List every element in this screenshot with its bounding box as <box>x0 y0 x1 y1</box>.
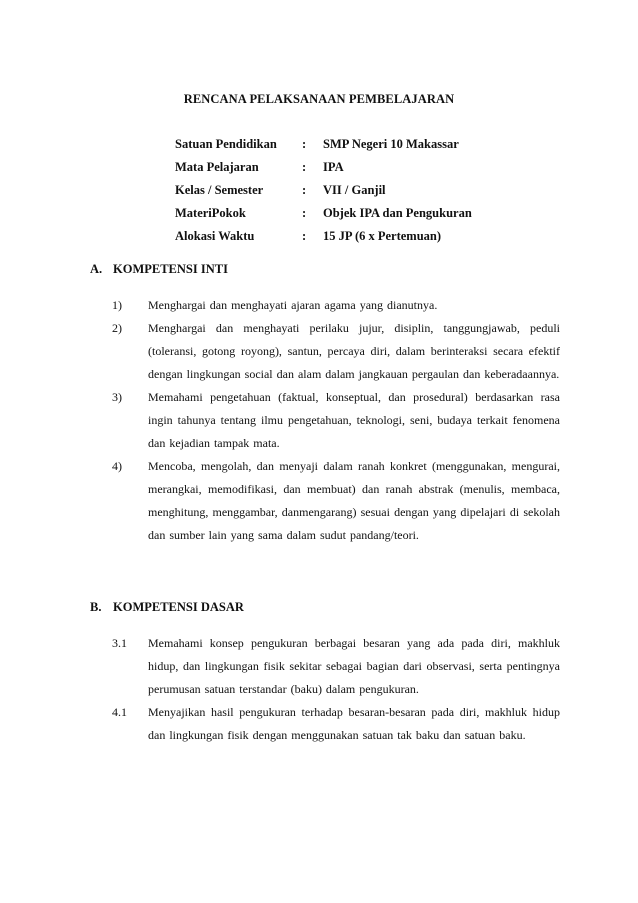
info-colon: : <box>302 206 307 220</box>
section-title: KOMPETENSI INTI <box>113 262 228 276</box>
info-row-materi-pokok <box>175 206 595 229</box>
info-colon: : <box>302 160 307 174</box>
info-row-alokasi-waktu <box>175 229 595 252</box>
section-letter: B. <box>90 600 102 614</box>
info-value: 15 JP (6 x Pertemuan) <box>323 229 442 243</box>
document-title: RENCANA PELAKSANAAN PEMBELAJARAN <box>183 92 455 106</box>
section-heading <box>90 262 560 294</box>
section-letter: A. <box>90 262 103 276</box>
info-value: Objek IPA dan Pengukuran <box>323 206 472 220</box>
info-label: Alokasi Waktu <box>175 229 255 243</box>
info-table <box>175 137 595 252</box>
list-item <box>90 317 560 386</box>
section-heading <box>90 600 560 632</box>
item-number: 4.1 <box>112 705 127 719</box>
info-label: MateriPokok <box>175 206 246 220</box>
section-title: KOMPETENSI DASAR <box>113 600 244 614</box>
list-item <box>90 386 560 455</box>
info-value: VII / Ganjil <box>323 183 386 197</box>
info-row-kelas-semester <box>175 183 595 206</box>
list-item <box>90 455 560 547</box>
list-item <box>90 632 560 701</box>
item-number: 4) <box>112 459 122 473</box>
list-item <box>90 294 560 317</box>
section-kompetensi-dasar <box>90 600 560 747</box>
item-text: Menghargai dan menghayati perilaku jujur, disiplin, tanggungjawab, peduli (toleransi, gotong royong), santun, percaya diri, dalam berinteraksi secara efektif dengan lingkungan social dan alam dalam jangkauan pergaulan dan keberadaannya. <box>148 321 560 381</box>
info-row-satuan-pendidikan <box>175 137 595 160</box>
info-label: Mata Pelajaran <box>175 160 259 174</box>
info-label: Satuan Pendidikan <box>175 137 277 151</box>
item-number: 3.1 <box>112 636 127 650</box>
item-text: Mencoba, mengolah, dan menyaji dalam ranah konkret (menggunakan, mengurai, merangkai, memodifikasi, dan membuat) dan ranah abstrak (menulis, membaca, menghitung, menggambar, danmengarang) sesuai dengan yang dipelajari di sekolah dan sumber lain yang sama dalam sudut pandang/teori. <box>148 459 560 542</box>
item-text: Memahami konsep pengukuran berbagai besaran yang ada pada diri, makhluk hidup, dan lingkungan fisik sekitar sebagai bagian dari observasi, serta pentingnya perumusan satuan terstandar (baku) dalam pengukuran. <box>148 636 560 696</box>
info-colon: : <box>302 229 307 243</box>
item-number: 3) <box>112 390 122 404</box>
item-text: Menyajikan hasil pengukuran terhadap besaran-besaran pada diri, makhluk hidup dan lingkungan fisik dengan menggunakan satuan tak baku dan satuan baku. <box>148 705 560 742</box>
item-text: Menghargai dan menghayati ajaran agama yang dianutnya. <box>148 298 438 312</box>
info-value: IPA <box>323 160 344 174</box>
item-text: Memahami pengetahuan (faktual, konseptual, dan prosedural) berdasarkan rasa ingin tahunya tentang ilmu pengetahuan, teknologi, seni, budaya terkait fenomena dan kejadian tampak mata. <box>148 390 560 450</box>
info-row-mata-pelajaran <box>175 160 595 183</box>
list-item <box>90 701 560 747</box>
item-number: 1) <box>112 298 122 312</box>
section-kompetensi-inti <box>90 262 560 547</box>
info-colon: : <box>302 137 307 151</box>
info-label: Kelas / Semester <box>175 183 264 197</box>
info-colon: : <box>302 183 307 197</box>
info-value: SMP Negeri 10 Makassar <box>323 137 459 151</box>
item-number: 2) <box>112 321 122 335</box>
